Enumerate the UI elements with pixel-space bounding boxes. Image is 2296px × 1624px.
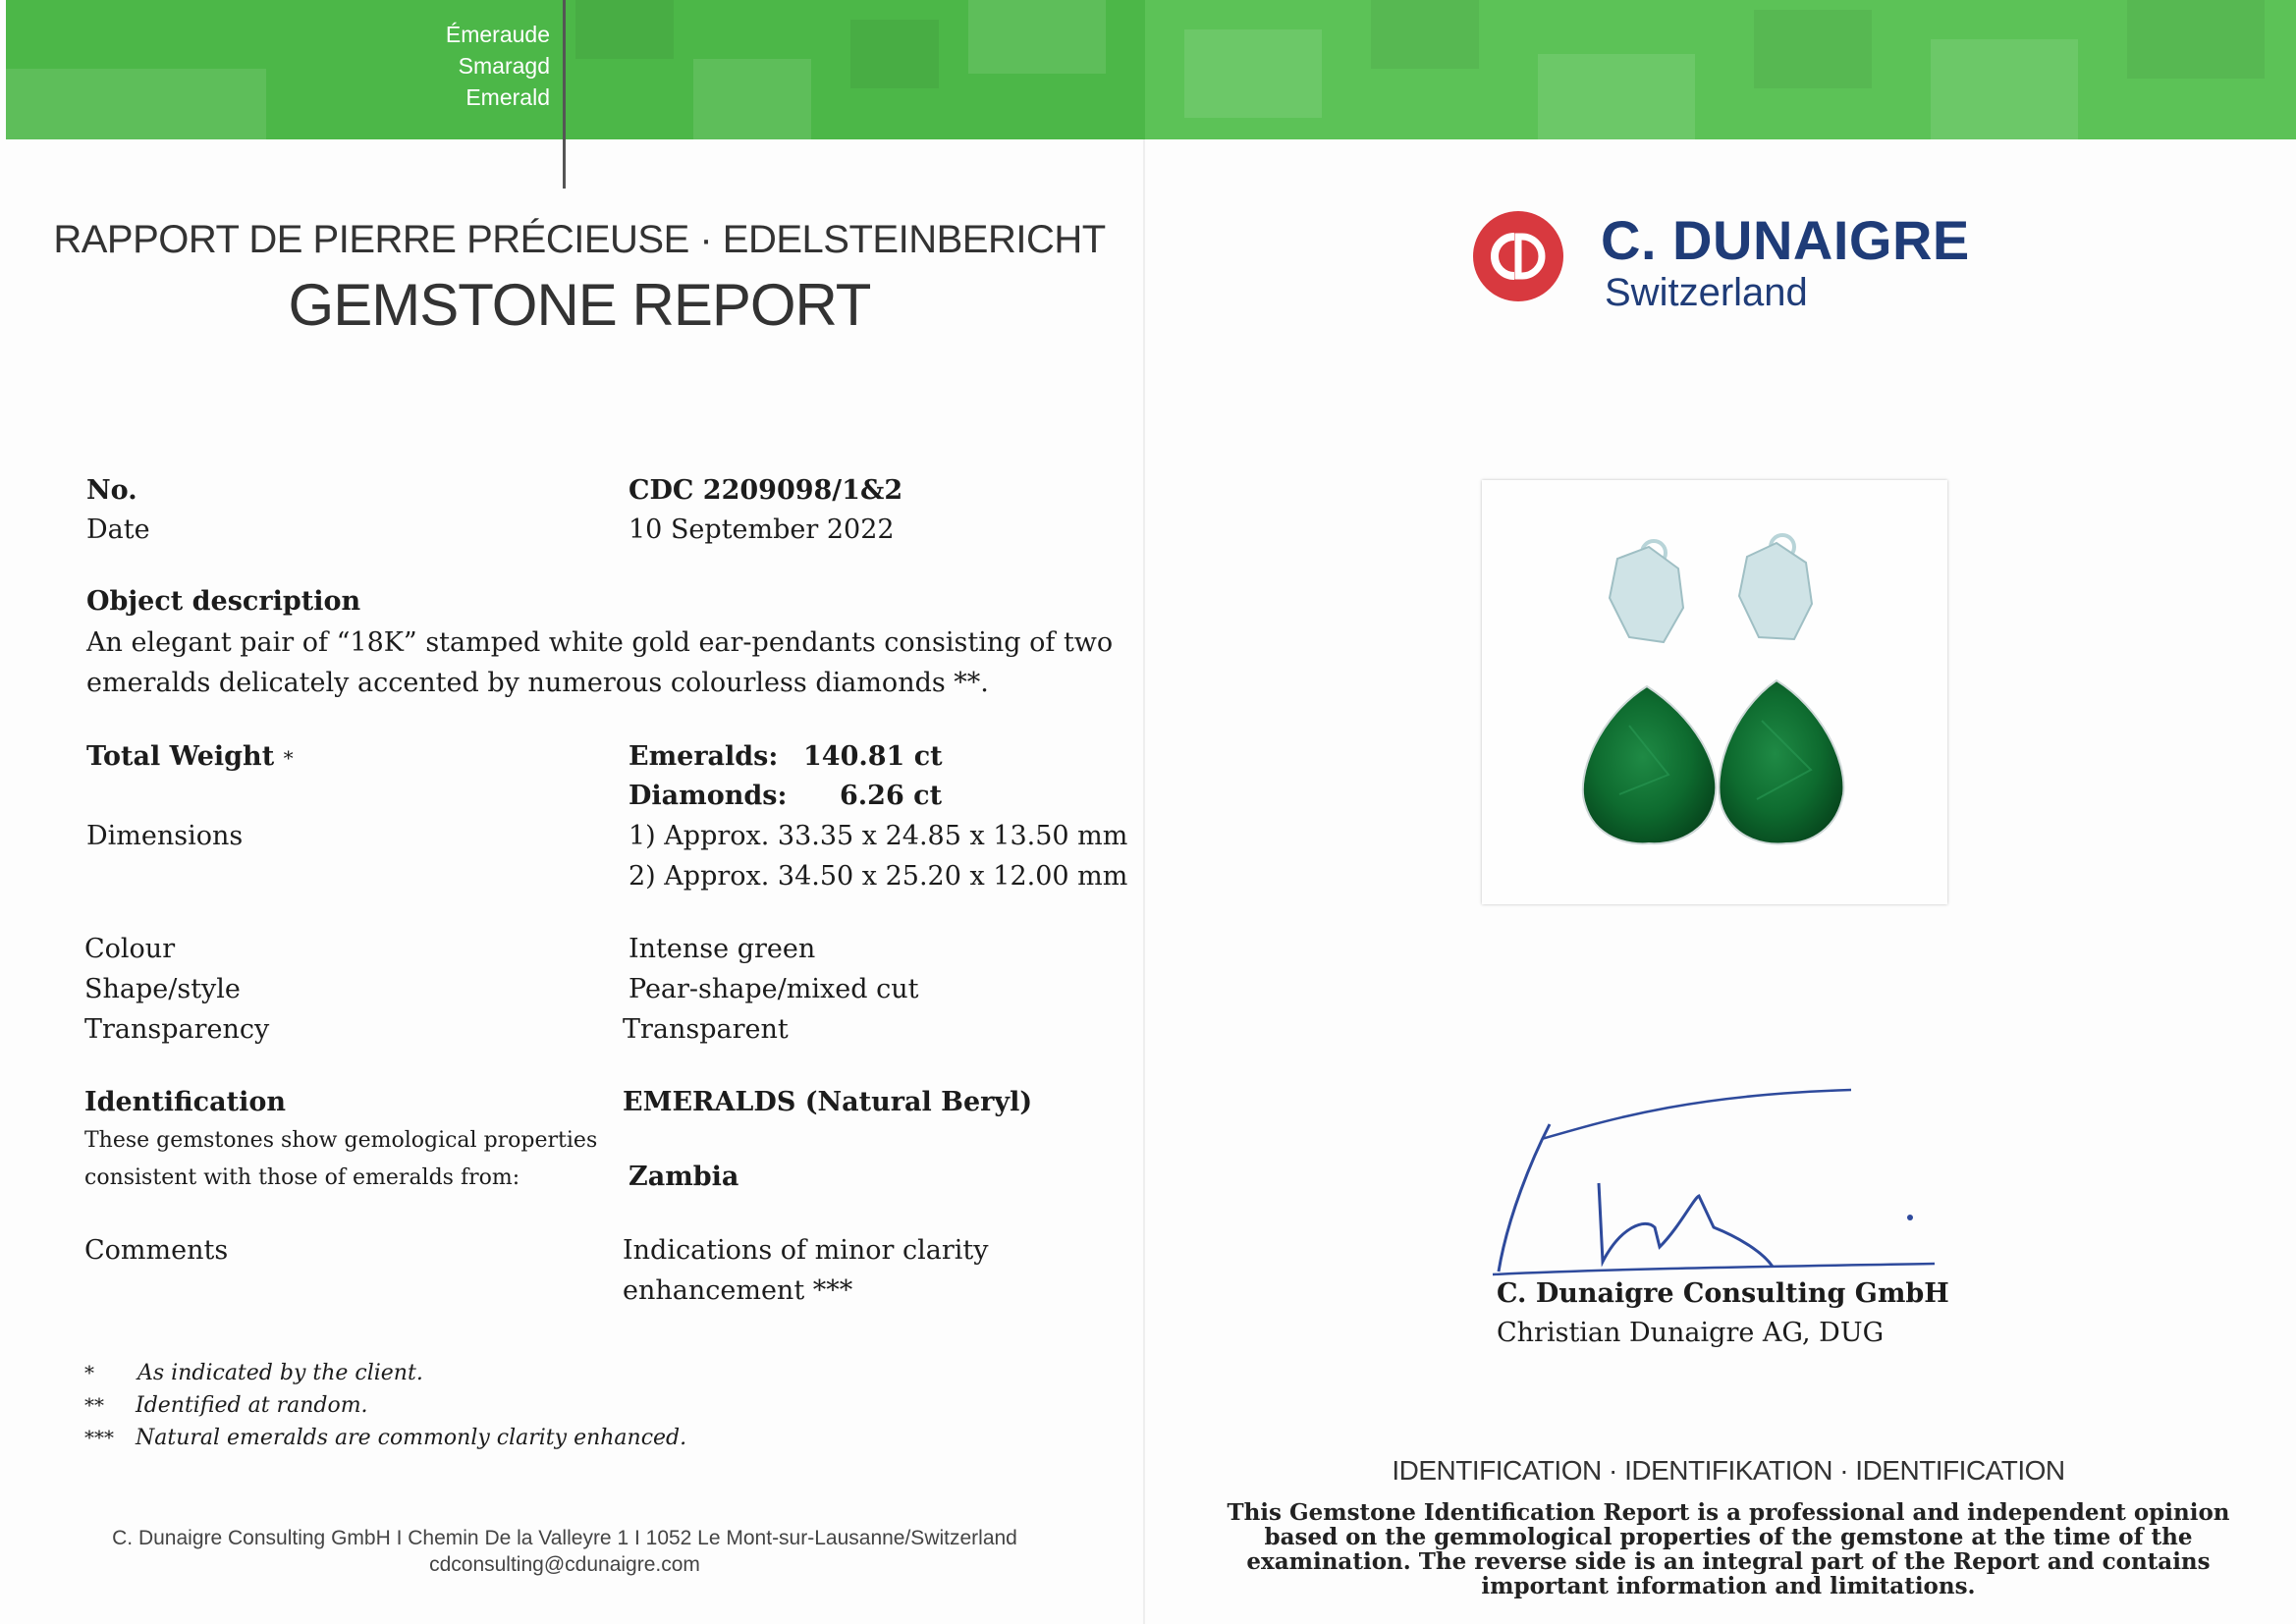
colour-label: Colour bbox=[84, 934, 176, 964]
dimensions-label: Dimensions bbox=[86, 821, 244, 851]
gemstone-photo bbox=[1482, 480, 1947, 904]
footer-address: C. Dunaigre Consulting GmbH I Chemin De la Valleyre 1 I 1052 Le Mont-sur-Lausanne/Switzerland bbox=[112, 1527, 1017, 1549]
identification-note-line2: consistent with those of emeralds from: bbox=[84, 1165, 520, 1190]
footnote-mark-3: *** bbox=[84, 1426, 114, 1449]
colour-value: Intense green bbox=[629, 934, 816, 964]
language-german: Smaragd bbox=[458, 53, 550, 79]
footnote-mark-2: ** bbox=[84, 1393, 104, 1417]
signatory-company: C. Dunaigre Consulting GmbH bbox=[1497, 1278, 1949, 1309]
footnote-mark-1: * bbox=[84, 1361, 94, 1384]
language-divider bbox=[563, 0, 566, 189]
signature-image bbox=[1473, 1080, 1964, 1306]
logo-subtitle: Switzerland bbox=[1605, 271, 1808, 314]
origin-value: Zambia bbox=[629, 1162, 739, 1192]
report-title: GEMSTONE REPORT bbox=[288, 272, 871, 338]
object-description-line1: An elegant pair of “18K” stamped white gold ear-pendants consisting of two bbox=[86, 627, 1114, 658]
total-weight-label bbox=[86, 741, 294, 772]
diamonds-label: Diamonds: bbox=[629, 781, 788, 811]
transparency-label: Transparency bbox=[84, 1014, 270, 1045]
total-weight-text: Total Weight bbox=[86, 741, 275, 772]
footer-email: cdconsulting@cdunaigre.com bbox=[429, 1553, 700, 1576]
date-value: 10 September 2022 bbox=[629, 514, 895, 545]
page-fold bbox=[1143, 139, 1145, 1624]
object-description-line2: emeralds delicately accented by numerous colourless diamonds **. bbox=[86, 668, 989, 698]
emeralds-weight: 140.81 ct bbox=[803, 741, 943, 772]
identification-note-line1: These gemstones show gemological properties bbox=[84, 1128, 598, 1153]
transparency-value: Transparent bbox=[623, 1014, 789, 1045]
footnote-text-2: Identified at random. bbox=[136, 1393, 368, 1418]
header-banner-left bbox=[6, 0, 1145, 139]
object-heading: Object description bbox=[86, 586, 361, 617]
identification-disclaimer: This Gemstone Identification Report is a professional and independent opinion based on the gemmological properties of the gemstone at the time of the examination. The reverse side is an integral part of the Report and contains important information and limitations. bbox=[1227, 1499, 2230, 1599]
signatory-person: Christian Dunaigre AG, DUG bbox=[1497, 1318, 1885, 1348]
cd-monogram-icon bbox=[1473, 211, 1563, 301]
language-english: Emerald bbox=[465, 84, 550, 110]
identification-heading: IDENTIFICATION · IDENTIFIKATION · IDENTIFICATION bbox=[1392, 1455, 2065, 1486]
logo-text: C. DUNAIGRE bbox=[1601, 209, 1970, 271]
emeralds-label: Emeralds: bbox=[629, 741, 779, 772]
report-number: CDC 2209098/1&2 bbox=[629, 475, 903, 506]
logo-mark bbox=[1473, 211, 1563, 301]
total-weight-marker: * bbox=[283, 746, 294, 770]
footnote-text-3: Natural emeralds are commonly clarity enhanced. bbox=[136, 1426, 687, 1450]
diamonds-weight: 6.26 ct bbox=[840, 781, 943, 811]
identification-value: EMERALDS (Natural Beryl) bbox=[623, 1087, 1033, 1117]
dimension-2: 2) Approx. 34.50 x 25.20 x 12.00 mm bbox=[629, 861, 1128, 892]
comments-line1: Indications of minor clarity bbox=[623, 1235, 989, 1266]
shape-label: Shape/style bbox=[84, 974, 241, 1004]
dimension-1: 1) Approx. 33.35 x 24.85 x 13.50 mm bbox=[629, 821, 1128, 851]
comments-line2: enhancement *** bbox=[623, 1275, 853, 1306]
identification-label: Identification bbox=[84, 1087, 286, 1117]
date-label: Date bbox=[86, 514, 150, 545]
report-number-label: No. bbox=[86, 475, 137, 506]
comments-label: Comments bbox=[84, 1235, 229, 1266]
header-banner-right bbox=[1145, 0, 2296, 139]
language-french: Émeraude bbox=[445, 22, 550, 47]
footnote-text-1: As indicated by the client. bbox=[137, 1361, 423, 1385]
report-subtitle: RAPPORT DE PIERRE PRÉCIEUSE · EDELSTEINBERICHT bbox=[53, 218, 1106, 261]
emerald-earrings-image bbox=[1482, 480, 1947, 904]
shape-value: Pear-shape/mixed cut bbox=[629, 974, 919, 1004]
